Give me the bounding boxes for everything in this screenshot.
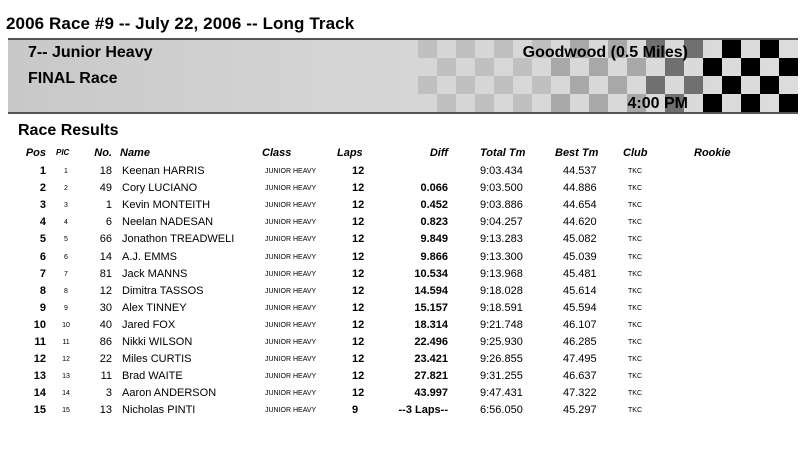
- page-title: 2006 Race #9 -- July 22, 2006 -- Long Track: [6, 14, 355, 33]
- result-driver-name: Dimitra TASSOS: [122, 284, 204, 297]
- result-driver-name: Jack MANNS: [122, 267, 188, 280]
- result-best-time: 46.637: [563, 370, 597, 383]
- result-driver-name: Brad WAITE: [122, 370, 183, 383]
- result-laps: 12: [352, 233, 365, 246]
- result-pos: 9: [39, 301, 46, 314]
- result-club: TKC: [628, 185, 642, 193]
- result-laps: 12: [352, 353, 365, 366]
- result-club: TKC: [628, 321, 642, 329]
- result-pic: 1: [64, 168, 68, 175]
- result-pos: 11: [34, 336, 46, 348]
- table-row: [0, 199, 800, 216]
- result-pos: 12: [33, 353, 46, 366]
- result-total-time: 9:18.028: [480, 284, 523, 297]
- result-class: JUNIOR HEAVY: [265, 356, 317, 364]
- table-row: [0, 302, 800, 319]
- result-pos: 3: [39, 199, 46, 212]
- result-best-time: 44.654: [563, 199, 597, 212]
- section-title: Race Results: [18, 122, 119, 139]
- result-driver-name: Jonathon TREADWELI: [122, 233, 235, 246]
- result-diff: 18.314: [414, 318, 448, 331]
- result-total-time: 9:13.968: [480, 267, 523, 280]
- result-class: JUNIOR HEAVY: [265, 219, 317, 227]
- result-pos: 13: [33, 370, 46, 383]
- result-number: 81: [99, 267, 112, 280]
- result-driver-name: Nikki WILSON: [122, 336, 193, 348]
- result-club: TKC: [628, 407, 642, 415]
- result-club: TKC: [628, 168, 642, 175]
- result-club: TKC: [628, 356, 642, 364]
- result-number: 66: [99, 233, 112, 246]
- result-club: TKC: [628, 287, 642, 295]
- result-pic: 4: [64, 219, 68, 227]
- result-class: JUNIOR HEAVY: [265, 202, 317, 210]
- result-best-time: 44.620: [563, 216, 597, 229]
- result-best-time: 45.082: [563, 233, 597, 246]
- table-row: [0, 182, 800, 199]
- result-pos: 15: [33, 404, 46, 417]
- result-class: JUNIOR HEAVY: [265, 339, 317, 346]
- result-total-time: 9:03.434: [480, 165, 523, 177]
- result-class: JUNIOR HEAVY: [265, 407, 317, 415]
- result-club: TKC: [628, 304, 642, 312]
- result-driver-name: Miles CURTIS: [122, 353, 192, 366]
- result-pic: 8: [64, 287, 68, 295]
- table-row: [0, 336, 800, 353]
- table-row: [0, 387, 800, 404]
- result-class: JUNIOR HEAVY: [265, 390, 317, 398]
- result-pic: 7: [64, 270, 68, 278]
- result-pos: 2: [39, 182, 46, 195]
- result-laps: 12: [352, 165, 365, 177]
- result-best-time: 47.495: [563, 353, 597, 366]
- header-best-time: Best Tm: [555, 147, 599, 159]
- result-diff: 9.866: [420, 250, 448, 263]
- race-banner: [8, 38, 798, 114]
- result-class: JUNIOR HEAVY: [265, 270, 317, 278]
- result-laps: 12: [352, 267, 365, 280]
- result-number: 86: [99, 336, 112, 348]
- result-class: JUNIOR HEAVY: [265, 373, 317, 381]
- table-row: [0, 404, 800, 421]
- result-best-time: 45.614: [563, 284, 597, 297]
- result-number: 11: [100, 370, 112, 383]
- result-club: TKC: [628, 219, 642, 227]
- result-best-time: 45.039: [563, 250, 597, 263]
- result-driver-name: Jared FOX: [122, 318, 176, 331]
- header-club: Club: [623, 147, 648, 159]
- result-diff: --3 Laps--: [398, 404, 448, 417]
- result-laps: 12: [352, 336, 365, 348]
- result-laps: 12: [352, 370, 365, 383]
- result-club: TKC: [628, 270, 642, 278]
- race-type: FINAL Race: [28, 70, 118, 87]
- result-driver-name: Cory LUCIANO: [122, 182, 198, 195]
- header-laps: Laps: [337, 147, 363, 159]
- result-laps: 12: [352, 318, 365, 331]
- result-pos: 10: [33, 318, 46, 331]
- result-diff: 14.594: [414, 284, 448, 297]
- table-row: [0, 251, 800, 268]
- result-pos: 4: [39, 216, 46, 229]
- result-diff: 0.452: [420, 199, 448, 212]
- result-pos: 14: [33, 387, 46, 400]
- table-row: [0, 165, 800, 182]
- result-pic: 14: [62, 390, 70, 398]
- result-driver-name: A.J. EMMS: [122, 250, 178, 263]
- result-pos: 5: [39, 233, 46, 246]
- result-number: 22: [99, 353, 112, 366]
- result-pic: 11: [62, 339, 70, 346]
- header-pos: Pos: [25, 147, 46, 159]
- result-diff: 15.157: [414, 301, 448, 314]
- result-best-time: 44.886: [563, 182, 597, 195]
- result-club: TKC: [628, 253, 642, 261]
- result-class: JUNIOR HEAVY: [265, 304, 317, 312]
- result-total-time: 6:56.050: [480, 404, 523, 417]
- result-laps: 12: [352, 199, 365, 212]
- result-laps: 12: [352, 182, 365, 195]
- result-driver-name: Kevin MONTEITH: [122, 199, 211, 212]
- result-total-time: 9:13.300: [480, 250, 523, 263]
- result-diff: 27.821: [414, 370, 448, 383]
- result-pic: 13: [62, 373, 70, 381]
- result-driver-name: Aaron ANDERSON: [122, 387, 217, 400]
- result-class: JUNIOR HEAVY: [265, 287, 317, 295]
- result-total-time: 9:13.283: [480, 233, 523, 246]
- result-diff: 10.534: [414, 267, 448, 280]
- result-laps: 12: [352, 387, 365, 400]
- table-row: [0, 268, 800, 285]
- result-number: 3: [105, 387, 112, 400]
- result-number: 18: [99, 165, 112, 177]
- result-best-time: 46.285: [563, 336, 597, 348]
- result-number: 13: [99, 404, 112, 417]
- result-laps: 12: [352, 250, 365, 263]
- result-pos: 7: [39, 267, 46, 280]
- result-best-time: 44.537: [563, 165, 597, 177]
- result-best-time: 47.322: [563, 387, 597, 400]
- race-class-name: 7-- Junior Heavy: [28, 44, 153, 61]
- track-name: Goodwood (0.5 Miles): [522, 44, 688, 61]
- header-rookie: Rookie: [694, 147, 731, 159]
- race-time: 4:00 PM: [627, 95, 688, 112]
- result-class: JUNIOR HEAVY: [265, 321, 317, 329]
- result-diff: 0.823: [420, 216, 448, 229]
- result-pos: 1: [39, 165, 46, 177]
- table-row: [0, 353, 800, 370]
- result-club: TKC: [628, 202, 642, 210]
- header-diff: Diff: [429, 147, 448, 159]
- result-class: JUNIOR HEAVY: [265, 253, 317, 261]
- result-best-time: 46.107: [563, 318, 597, 331]
- result-class: JUNIOR HEAVY: [265, 236, 317, 244]
- result-diff: 22.496: [414, 336, 448, 348]
- result-pic: 9: [64, 304, 68, 312]
- result-laps: 12: [352, 216, 365, 229]
- result-driver-name: Keenan HARRIS: [122, 165, 205, 177]
- table-row: [0, 216, 800, 233]
- result-laps: 12: [352, 301, 365, 314]
- result-best-time: 45.297: [563, 404, 597, 417]
- result-best-time: 45.594: [563, 301, 597, 314]
- result-pic: 5: [64, 236, 68, 244]
- result-number: 30: [99, 301, 112, 314]
- result-total-time: 9:25.930: [480, 336, 523, 348]
- result-club: TKC: [628, 373, 642, 381]
- result-total-time: 9:26.855: [480, 353, 523, 366]
- result-total-time: 9:18.591: [480, 301, 523, 314]
- header-total-time: Total Tm: [480, 147, 526, 159]
- result-club: TKC: [628, 236, 642, 244]
- table-row: [0, 285, 800, 302]
- result-pos: 8: [39, 284, 46, 297]
- result-laps: 9: [352, 404, 359, 417]
- result-driver-name: Alex TINNEY: [122, 301, 187, 314]
- header-no: No.: [94, 147, 112, 159]
- result-number: 6: [105, 216, 112, 229]
- result-number: 14: [99, 250, 112, 263]
- result-laps: 12: [352, 284, 365, 297]
- result-class: JUNIOR HEAVY: [265, 168, 317, 175]
- result-total-time: 9:03.500: [480, 182, 523, 195]
- result-number: 49: [99, 182, 112, 195]
- result-pos: 6: [39, 250, 46, 263]
- result-driver-name: Nicholas PINTI: [122, 404, 196, 417]
- result-club: TKC: [628, 390, 642, 398]
- result-diff: 23.421: [414, 353, 448, 366]
- result-total-time: 9:03.886: [480, 199, 523, 212]
- result-club: TKC: [628, 339, 642, 346]
- result-total-time: 9:47.431: [480, 387, 523, 400]
- result-pic: 6: [64, 253, 68, 261]
- result-number: 12: [99, 284, 112, 297]
- result-pic: 10: [62, 321, 70, 329]
- result-number: 40: [99, 318, 112, 331]
- results-header-row: [0, 147, 800, 161]
- result-class: JUNIOR HEAVY: [265, 185, 317, 193]
- table-row: [0, 370, 800, 387]
- result-diff: 43.997: [414, 387, 448, 400]
- header-name: Name: [120, 147, 150, 159]
- result-pic: 12: [62, 356, 70, 364]
- table-row: [0, 319, 800, 336]
- result-diff: 0.066: [420, 182, 448, 195]
- result-total-time: 9:21.748: [480, 318, 523, 331]
- result-pic: 15: [62, 407, 70, 415]
- result-best-time: 45.481: [563, 267, 597, 280]
- result-pic: 2: [64, 185, 68, 193]
- header-class: Class: [262, 147, 292, 159]
- table-row: [0, 233, 800, 250]
- result-total-time: 9:04.257: [480, 216, 523, 229]
- result-number: 1: [105, 199, 112, 212]
- header-pic: PIC: [56, 148, 70, 157]
- result-diff: 9.849: [420, 233, 448, 246]
- result-pic: 3: [64, 202, 68, 210]
- result-driver-name: Neelan NADESAN: [122, 216, 214, 229]
- result-total-time: 9:31.255: [480, 370, 523, 383]
